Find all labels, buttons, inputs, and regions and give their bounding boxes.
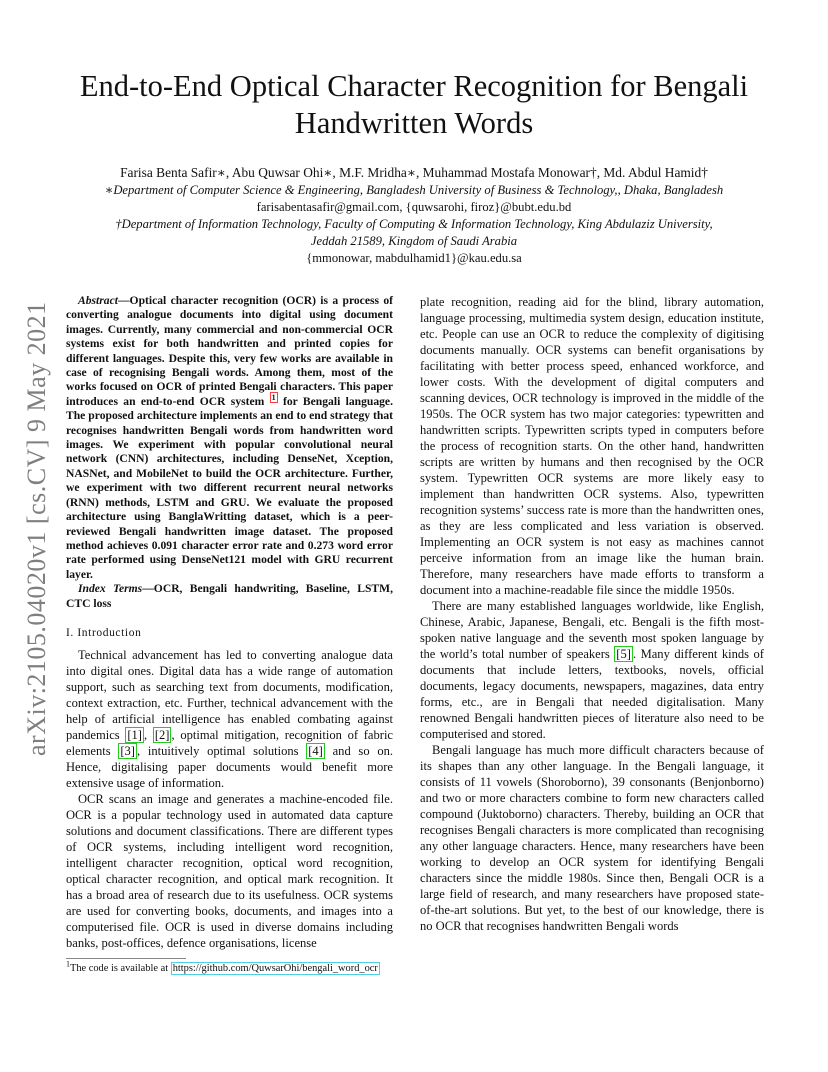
right-column: [420, 294, 764, 934]
intro-paragraph-1: Technical advancement has led to converting analogue data into digital ones. Digital data has a wide range of automation support, such as searching text from documents, modification, context extraction, etc. Further, technical advancement with the help of artificial intelligence has enabled combating against pandemics [1] , [2] , optimal mitigation, recognition of fabric elements [3] , intuitively optimal solutions [4] and so on. Hence, digitalising paper documents would benefit more extensive usage of information.: [66, 647, 394, 790]
intro-paragraph-3: plate recognition, reading aid for the blind, library automation, language processing, multimedia system design, education institute, etc. People can use an OCR to reduce the complexity of digitising documents manually. OCR systems can benefit organisations by facilitating with better process speed, enhanced workforce, and lower costs. With the development of digital computers and scanning devices, OCR technology is improved in the middle of the 1950s. The OCR system has two major categories: typewritten and handwritten scripts. Typewritten scripts typed in computers before the process of recognition starts. On the other hand, handwritten scripts are written by humans and then recognised by the OCR system. Typewritten OCR systems are more likely easy to implement than handwritten OCR systems. Also, typewritten recognition systems’ success rate is more than the handwritten ones, as they are less complicated and less variation is observed. Implementing an OCR system is not easy as machines cannot perceive information from an image like the human brain. Therefore, many researchers have made efforts to transform a document into a machine-readable file since the middle 1950s.: [420, 295, 764, 597]
emails-1: farisabentasafir@gmail.com, {quwsarohi, firoz}@bubt.edu.bd: [256, 200, 572, 214]
footnote-rule: [66, 958, 186, 959]
intro-paragraph-5: Bengali language has much more difficult characters because of its shapes than any other language. In the Bengali language, it consists of 11 vowels (Shoroborno), 39 consonants (Benjonborno) and two or more characters combine to form new characters called compound (Juktoborno) characters. Thereby, building an OCR that recognises Bengali characters is more complicated than recognising any other language characters. Hence, many researchers have been working to develop an OCR system for identifying Bengali characters since the middle 1980s. Since then, Bengali OCR is a large field of research, and many researchers have proposed state-of-the-art solutions. But yet, to the best of our knowledge, there is no OCR that recognises handwritten Bengali words: [420, 743, 764, 933]
index-terms: [66, 582, 393, 611]
footnote: [66, 958, 411, 975]
code-url-link[interactable]: https://github.com/QuwsarOhi/bengali_word_ocr: [172, 963, 378, 974]
paper-title: End-to-End Optical Character Recognition for Bengali Handwritten Words: [79, 69, 749, 140]
affiliation-2-city: Jeddah 21589, Kingdom of Saudi Arabia: [310, 234, 518, 248]
footnote-mark: 1: [66, 959, 70, 969]
affiliation-2: †Department of Information Technology, Faculty of Computing & Information Technology, King Abdulaziz University,: [115, 217, 713, 231]
intro-paragraph-4: There are many established languages worldwide, like English, Chinese, Arabic, Japanese, Bengali, etc. Bengali is the fifth most-spoken native language and the seventh most spoken language by the world’s total number of speakers [5] . Many different kinds of documents that include letters, textbooks, novels, official documents, legacy documents, newspapers, magazines, data entry forms, etc., are in Bengali that needed digitalisation. Many renowned Bengali handwritten pieces of literature also need to be computerised and stored.: [420, 599, 764, 741]
emails-2: {mmonowar, mabdulhamid1}@kau.edu.sa: [306, 251, 522, 265]
footnote-text: The code is available at: [70, 963, 171, 974]
citation-link[interactable]: [5]: [616, 647, 631, 661]
intro-paragraph-2: OCR scans an image and generates a machine-encoded file. OCR is a popular technology used in automated data capture solutions and document classifications. There are different types of OCR systems, including intelligent word recognition, intelligent character recognition, optical word recognition, optical character recognition, and optical mark recognition. It has a broad area of research due to its usefulness. OCR systems are used for converting books, documents, and images into a computerised file. OCR is used in diverse domains including banks, post-offices, defence organisations, license: [66, 791, 393, 950]
citation-link[interactable]: [4]: [308, 743, 323, 758]
citation-link[interactable]: [3]: [120, 743, 135, 758]
index-terms-text: —OCR, Bengali handwriting, Baseline, LSTM, CTC loss: [66, 582, 393, 610]
section-heading-introduction: I. Introduction: [66, 626, 142, 639]
citation-link[interactable]: [1]: [127, 727, 142, 742]
citation-link[interactable]: [2]: [154, 727, 170, 742]
arxiv-identifier: arXiv:2105.04020v1 [cs.CV] 9 May 2021: [22, 301, 51, 756]
footnote-ref-link[interactable]: 1: [271, 392, 276, 402]
abstract-text-1: —Optical character recognition (OCR) is a process of converting analogue documents into digital using document images. Currently, many commercial and non-commercial OCR systems exist for both handwritten and printed copies for different languages. Despite this, very few works are available in case of recognising Bengali words. Among them, most of the works focused on OCR of printed Bengali characters. This paper introduces an end-to-end OCR system: [66, 294, 393, 408]
abstract-text-2: for Bengali language. The proposed architecture implements an end to end strategy that recognises handwritten Bengali words from handwritten word images. We experiment with popular convolutional neural network (CNN) architectures, including DenseNet, Xception, NASNet, and MobileNet to build the OCR architecture. Further, we experiment with two different recurrent neural networks (RNN) methods, LSTM and GRU. We evaluate the proposed architecture using BanglaWritting dataset, which is a peer-reviewed Bengali handwritten image dataset. The proposed method achieves 0.091 character error rate and 0.273 word error rate performed using DenseNet121 model with GRU recurrent layer.: [66, 394, 393, 581]
affiliation-1: ∗Department of Computer Science & Engineering, Bangladesh University of Business & Technology,, Dhaka, Bangladesh: [104, 183, 724, 197]
abstract: [66, 294, 393, 582]
index-terms-lead: Index Terms: [78, 582, 143, 596]
abstract-lead: Abstract: [78, 294, 118, 307]
author-list: Farisa Benta Safir∗, Abu Quwsar Ohi∗, M.F. Mridha∗, Muhammad Mostafa Monowar†, Md. Abdul Hamid†: [120, 165, 708, 180]
left-column: [66, 294, 393, 951]
